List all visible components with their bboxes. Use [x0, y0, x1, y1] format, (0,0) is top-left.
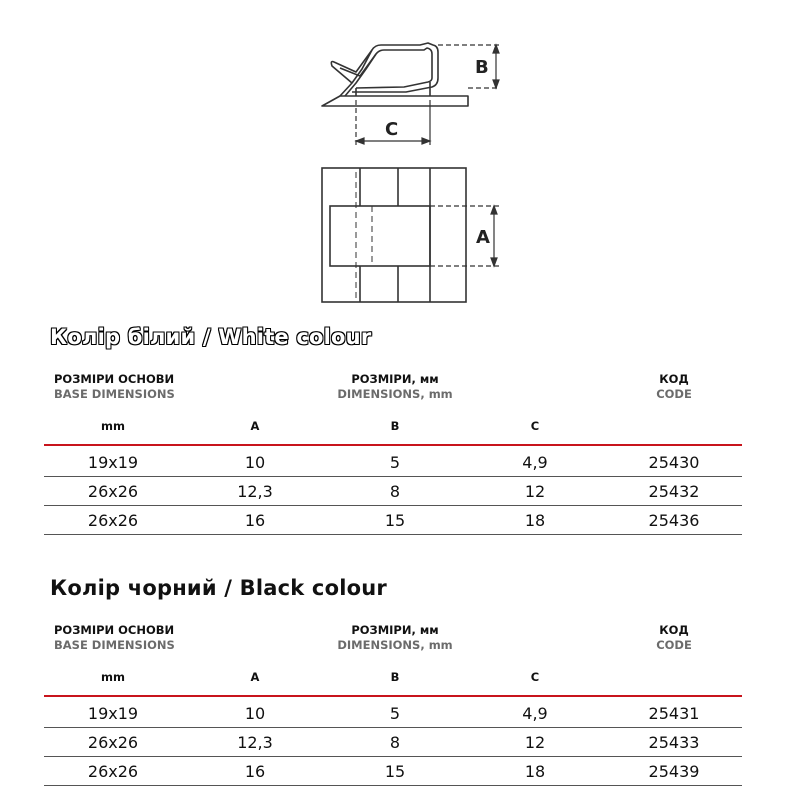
cell-c: 12: [524, 733, 546, 752]
cell-code: 25436: [648, 511, 700, 530]
cell-code: 25439: [648, 762, 700, 781]
row-divider: [44, 756, 742, 757]
cell-b: 15: [384, 762, 406, 781]
cell-b: 8: [389, 482, 401, 501]
dimensions-header: [337, 623, 452, 653]
row-divider: [44, 785, 742, 786]
col-header-mm: mm: [101, 670, 125, 684]
col-header-b: B: [390, 419, 400, 433]
cell-a: 10: [244, 453, 266, 472]
cell-a: 16: [244, 762, 266, 781]
code-header-en: CODE: [656, 638, 692, 652]
cell-code: 25433: [648, 733, 700, 752]
cell-b: 5: [389, 453, 401, 472]
cell-base: 19x19: [87, 704, 139, 723]
row-divider: [44, 476, 742, 477]
base-header-en: BASE DIMENSIONS: [54, 638, 175, 652]
cell-c: 18: [524, 762, 546, 781]
cell-b: 8: [389, 733, 401, 752]
technical-drawing: [0, 0, 800, 320]
cell-a: 12,3: [237, 482, 273, 501]
cell-base: 26x26: [87, 511, 139, 530]
label-a: A: [476, 227, 490, 248]
cell-c: 18: [524, 511, 546, 530]
dims-header-en: DIMENSIONS, mm: [337, 387, 453, 401]
cell-code: 25430: [648, 453, 700, 472]
code-header: [656, 372, 692, 402]
cell-code: 25431: [648, 704, 700, 723]
base-dimensions-header: [54, 372, 175, 402]
cell-code: 25432: [648, 482, 700, 501]
cell-b: 5: [389, 704, 401, 723]
dimensions-header: [337, 372, 452, 402]
cell-base: 26x26: [87, 762, 139, 781]
cell-a: 10: [244, 704, 266, 723]
cell-a: 12,3: [237, 733, 273, 752]
black-colour-title: Колір чорний / Black colour: [50, 576, 387, 600]
top-view: [322, 168, 466, 302]
base-header-ua: РОЗМІРИ ОСНОВИ: [54, 372, 175, 386]
cell-c: 4,9: [522, 453, 548, 472]
col-header-a: A: [250, 419, 260, 433]
cell-b: 15: [384, 511, 406, 530]
label-b: B: [475, 57, 489, 78]
cell-c: 12: [524, 482, 546, 501]
base-header-en: BASE DIMENSIONS: [54, 387, 175, 401]
col-header-c: C: [530, 419, 540, 433]
col-header-c: C: [530, 670, 540, 684]
col-header-b: B: [390, 670, 400, 684]
base-header-ua: РОЗМІРИ ОСНОВИ: [54, 623, 175, 637]
white-colour-title: Колір білий / White colour: [50, 325, 372, 349]
table-header-rule: [44, 444, 742, 446]
dims-header-ua: РОЗМІРИ, мм: [351, 372, 439, 386]
code-header-ua: КОД: [659, 623, 689, 637]
row-divider: [44, 534, 742, 535]
dims-header-en: DIMENSIONS, mm: [337, 638, 453, 652]
label-c: C: [385, 119, 399, 140]
dims-header-ua: РОЗМІРИ, мм: [351, 623, 439, 637]
cell-c: 4,9: [522, 704, 548, 723]
code-header-ua: КОД: [659, 372, 689, 386]
cell-a: 16: [244, 511, 266, 530]
code-header: [656, 623, 692, 653]
dimension-b: [438, 45, 500, 88]
cell-base: 26x26: [87, 733, 139, 752]
cell-base: 26x26: [87, 482, 139, 501]
cell-base: 19x19: [87, 453, 139, 472]
col-header-mm: mm: [101, 419, 125, 433]
row-divider: [44, 727, 742, 728]
code-header-en: CODE: [656, 387, 692, 401]
col-header-a: A: [250, 670, 260, 684]
row-divider: [44, 505, 742, 506]
table-header-rule: [44, 695, 742, 697]
base-dimensions-header: [54, 623, 175, 653]
side-view: [322, 43, 468, 106]
